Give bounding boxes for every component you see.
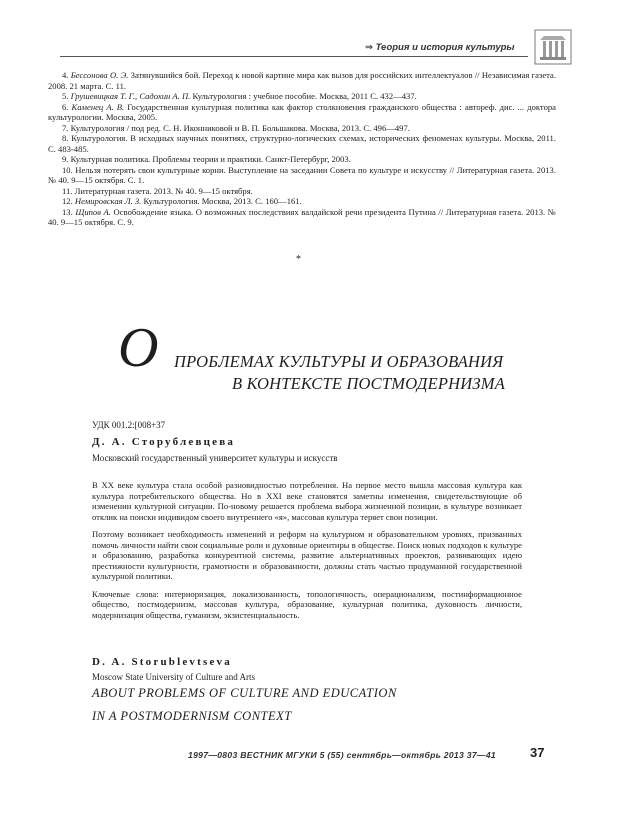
reference-author: Щипов А.	[75, 206, 111, 217]
reference-number: 7.	[62, 122, 69, 133]
udk-code: УДК 001.2:[008+37	[92, 420, 166, 430]
article-title-en-line1: ABOUT PROBLEMS OF CULTURE AND EDUCATION	[92, 686, 397, 700]
reference-item	[48, 196, 556, 207]
reference-text: Затянувшийся бой. Переход к новой картине мира как вызов для российских интеллектуалов // Независимая газета. 2008. 21 марта. С. 11.	[48, 70, 556, 91]
reference-item	[48, 186, 556, 197]
abstract-paragraph: В XX веке культура стала особой разновидностью потребления. На первое место вышла массовая культура как культура потребительского общества. Но в XXI веке становятся заметны изменения, свидетельствующие об изменении культурной ситуации. По-новому решается проблема выбора жизненной позиции, в культуре возникает отклик на поиски индивидом своего внутреннего «я», массовая культура теряет свои позиции.	[92, 480, 522, 522]
author-name: Д. А. Сторублевцева	[92, 436, 236, 448]
reference-text: Культурология : учебное пособие. Москва, 2011 С. 432—437.	[190, 91, 417, 101]
reference-author: Бессонова О. Э.	[70, 70, 129, 80]
reference-text: Нельзя потерять свои культурные корни. Выступление на заседании Совета по культуре и искусству // Литературная газета. 2013. № 40. 9—15 октября. С. 1.	[48, 164, 556, 185]
abstract	[92, 480, 522, 627]
reference-number: 5.	[62, 91, 69, 101]
reference-text: Культурология. В исходных научных понятиях, структурно-логических схемах, исторических феноменах культуры. Москва, 2011. С. 483-485.	[48, 133, 556, 154]
article-title-en-line2: IN A POSTMODERNISM CONTEXT	[92, 709, 292, 723]
reference-item	[48, 154, 556, 165]
reference-number: 6.	[62, 101, 69, 112]
reference-text: Культурология / под ред. С. Н. Иконниковой и В. П. Большакова. Москва, 2013. С. 496—497.	[70, 122, 410, 133]
reference-number: 10.	[62, 164, 73, 175]
reference-text: Освобождение языка. О возможных последствиях валдайской речи президента Путина // Литературная газета. 2013. № 40. 9—15 октября. С. 9.	[48, 206, 556, 227]
section-separator: *	[296, 254, 301, 265]
title-initial: О	[118, 317, 159, 379]
reference-number: 11.	[62, 185, 73, 196]
reference-item	[48, 123, 556, 134]
page-number: 37	[530, 745, 545, 760]
running-header: ⇒ Теория и история культуры	[365, 42, 515, 53]
reference-author: Немировская Л. З.	[74, 196, 142, 206]
reference-number: 8.	[62, 133, 69, 143]
author-affiliation: Московский государственный университет культуры и искусств	[92, 453, 338, 463]
columns-emblem-icon	[532, 28, 574, 66]
reference-author: Каменец А. В.	[71, 101, 125, 112]
header-rule	[60, 56, 528, 57]
article-title-line1: ПРОБЛЕМАХ КУЛЬТУРЫ И ОБРАЗОВАНИЯ	[174, 352, 504, 371]
reference-number: 12.	[62, 196, 73, 206]
reference-number: 9.	[62, 154, 69, 164]
journal-footer: 1997—0803 ВЕСТНИК МГУКИ 5 (55) сентябрь—октябрь 2013 37—41	[188, 750, 496, 760]
reference-item	[48, 91, 556, 102]
article-title-line2: В КОНТЕКСТЕ ПОСТМОДЕРНИЗМА	[232, 374, 505, 393]
reference-text: Культурная политика. Проблемы теории и практики. Санкт-Петербург, 2003.	[70, 154, 351, 164]
abstract-paragraph: Поэтому возникает необходимость изменений и реформ на культурном и образовательном уровнях, призванных помочь личности найти свои социальные роли и духовные ориентиры в обществе. Поиск новых подходов к культуре и образованию, разработка конкурентной системы, развитие альтернативных проектов, развивающих идею престижности культурности, грамотности и образованности, должны стать частью продуманной государственной культурной политики.	[92, 529, 522, 581]
author-name-en: D. A. Storublevtseva	[92, 656, 232, 668]
reference-item	[48, 102, 556, 123]
reference-item	[48, 207, 556, 228]
reference-item	[48, 133, 556, 154]
reference-text: Культурология. Москва, 2013. С. 160—161.	[141, 196, 302, 206]
reference-text: Государственная культурная политика как фактор столкновения гражданского общества : автореф. дис. ... доктора культурологии. Москва, 2005.	[48, 101, 556, 122]
keywords: Ключевые слова: интериоризация, локализованность, топологичность, операционализм, постинформационное общество, постмодернизм, массовая культура, образование, культурная политика, духовность личности, модернизация общества, гуманизм, экзистенциальность.	[92, 588, 522, 620]
reference-number: 13.	[62, 206, 73, 217]
reference-item	[48, 165, 556, 186]
reference-author: Грушевицкая Т. Г., Садохин А. П.	[70, 91, 191, 101]
author-affiliation-en: Moscow State University of Culture and Arts	[92, 672, 255, 682]
reference-text: Литературная газета. 2013. № 40. 9—15 октября.	[74, 185, 253, 196]
references-list	[48, 70, 556, 228]
reference-number: 4.	[62, 70, 69, 80]
reference-item	[48, 70, 556, 91]
